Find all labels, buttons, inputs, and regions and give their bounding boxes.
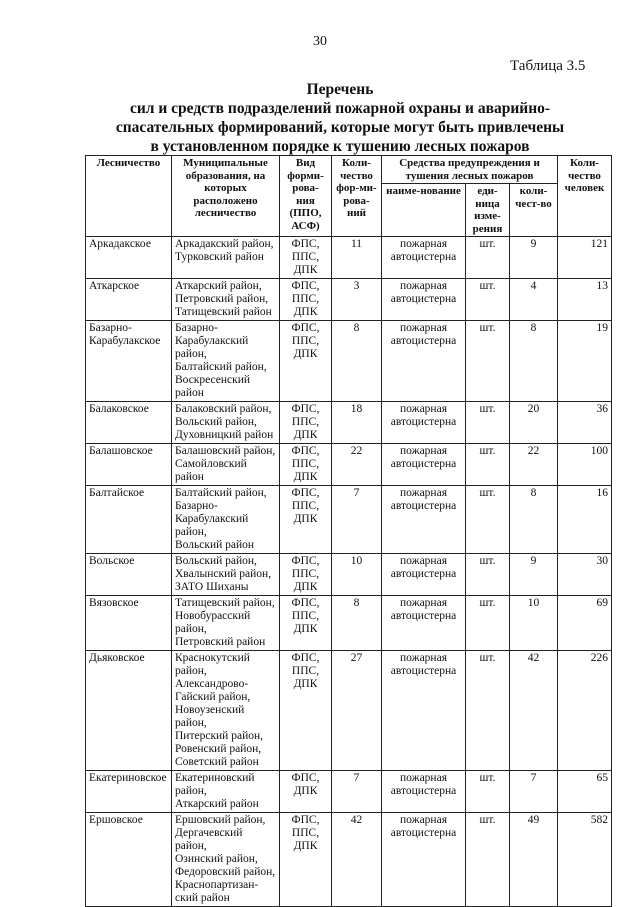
table-row xyxy=(86,321,612,402)
cell-equipment-name: пожарная автоцистерна xyxy=(382,279,466,321)
cell-municipal: Аткарский район, Петровский район, Татищевский район xyxy=(172,279,280,321)
cell-unit: шт. xyxy=(466,402,510,444)
cell-type: ФПС, ППС, ДПК xyxy=(280,813,332,907)
cell-people: 65 xyxy=(558,771,612,813)
table-row xyxy=(86,486,612,554)
title-line-1: Перечень xyxy=(306,81,374,98)
header-municipal: Муниципальные образования, на которых расположено лесничество xyxy=(172,156,280,237)
title-line-3: спасательных формирований, которые могут быть привлечены xyxy=(115,119,565,136)
cell-equipment-name: пожарная автоцистерна xyxy=(382,321,466,402)
cell-count: 7 xyxy=(332,486,382,554)
cell-forestry: Базарно-Карабулакское xyxy=(86,321,172,402)
cell-people: 19 xyxy=(558,321,612,402)
cell-quantity: 10 xyxy=(510,596,558,651)
table-row xyxy=(86,651,612,771)
header-means: Средства предупреждения и тушения лесных пожаров xyxy=(382,156,558,184)
cell-municipal: Вольский район, Хвалынский район, ЗАТО Шиханы xyxy=(172,554,280,596)
cell-quantity: 9 xyxy=(510,237,558,279)
cell-forestry: Дьяковское xyxy=(86,651,172,771)
cell-equipment-name: пожарная автоцистерна xyxy=(382,402,466,444)
cell-municipal: Екатериновский район, Аткарский район xyxy=(172,771,280,813)
cell-equipment-name: пожарная автоцистерна xyxy=(382,596,466,651)
cell-quantity: 4 xyxy=(510,279,558,321)
cell-quantity: 8 xyxy=(510,321,558,402)
cell-count: 3 xyxy=(332,279,382,321)
cell-quantity: 22 xyxy=(510,444,558,486)
cell-municipal: Базарно- Карабулакский район, Балтайский район, Воскресенский район xyxy=(172,321,280,402)
header-unit: еди-ница изме-рения xyxy=(466,184,510,237)
cell-quantity: 42 xyxy=(510,651,558,771)
cell-unit: шт. xyxy=(466,596,510,651)
cell-type: ФПС, ППС, ДПК xyxy=(280,554,332,596)
cell-quantity: 49 xyxy=(510,813,558,907)
table-row xyxy=(86,279,612,321)
cell-count: 22 xyxy=(332,444,382,486)
page-number: 30 xyxy=(313,34,327,49)
cell-municipal: Краснокутский район, Александрово- Гайский район, Новоузенский район, Питерский район, Ровенский район, Советский район xyxy=(172,651,280,771)
cell-unit: шт. xyxy=(466,813,510,907)
forces-table xyxy=(85,155,612,907)
cell-unit: шт. xyxy=(466,486,510,554)
cell-unit: шт. xyxy=(466,237,510,279)
cell-quantity: 9 xyxy=(510,554,558,596)
cell-municipal: Балаковский район, Вольский район, Духовницкий район xyxy=(172,402,280,444)
cell-people: 69 xyxy=(558,596,612,651)
table-row xyxy=(86,554,612,596)
document-title xyxy=(100,80,580,156)
cell-type: ФПС, ДПК xyxy=(280,771,332,813)
cell-municipal: Аркадакский район, Турковский район xyxy=(172,237,280,279)
cell-forestry: Екатериновское xyxy=(86,771,172,813)
cell-forestry: Балтайское xyxy=(86,486,172,554)
cell-quantity: 8 xyxy=(510,486,558,554)
cell-municipal: Балтайский район, Базарно- Карабулакский район, Вольский район xyxy=(172,486,280,554)
cell-people: 16 xyxy=(558,486,612,554)
cell-unit: шт. xyxy=(466,554,510,596)
cell-count: 8 xyxy=(332,596,382,651)
table-row xyxy=(86,771,612,813)
title-line-2: сил и средств подразделений пожарной охраны и аварийно- xyxy=(129,100,551,117)
cell-municipal: Татищевский район, Новобурасский район, Петровский район xyxy=(172,596,280,651)
cell-unit: шт. xyxy=(466,651,510,771)
cell-people: 30 xyxy=(558,554,612,596)
cell-equipment-name: пожарная автоцистерна xyxy=(382,554,466,596)
cell-forestry: Ершовское xyxy=(86,813,172,907)
cell-type: ФПС, ППС, ДПК xyxy=(280,596,332,651)
cell-people: 121 xyxy=(558,237,612,279)
cell-type: ФПС, ППС, ДПК xyxy=(280,444,332,486)
header-name: наиме-нование xyxy=(382,184,466,237)
title-line-4: в установленном порядке к тушению лесных пожаров xyxy=(150,138,530,155)
cell-equipment-name: пожарная автоцистерна xyxy=(382,486,466,554)
cell-count: 18 xyxy=(332,402,382,444)
cell-equipment-name: пожарная автоцистерна xyxy=(382,237,466,279)
table-row xyxy=(86,237,612,279)
cell-people: 226 xyxy=(558,651,612,771)
cell-forestry: Аткарское xyxy=(86,279,172,321)
cell-forestry: Вольское xyxy=(86,554,172,596)
cell-count: 11 xyxy=(332,237,382,279)
cell-equipment-name: пожарная автоцистерна xyxy=(382,444,466,486)
header-people: Коли-чество человек xyxy=(558,156,612,237)
table-row xyxy=(86,444,612,486)
cell-type: ФПС, ППС, ДПК xyxy=(280,237,332,279)
cell-unit: шт. xyxy=(466,444,510,486)
cell-count: 42 xyxy=(332,813,382,907)
cell-people: 13 xyxy=(558,279,612,321)
header-forestry: Лесничество xyxy=(86,156,172,237)
cell-people: 36 xyxy=(558,402,612,444)
cell-type: ФПС, ППС, ДПК xyxy=(280,321,332,402)
cell-count: 7 xyxy=(332,771,382,813)
header-type: Вид форми-рова-ния (ППО, АСФ) xyxy=(280,156,332,237)
cell-unit: шт. xyxy=(466,321,510,402)
cell-quantity: 7 xyxy=(510,771,558,813)
cell-count: 8 xyxy=(332,321,382,402)
cell-count: 27 xyxy=(332,651,382,771)
cell-municipal: Ершовский район, Дергачевский район, Озинский район, Федоровский район, Краснопартизан- ский район xyxy=(172,813,280,907)
cell-unit: шт. xyxy=(466,771,510,813)
cell-type: ФПС, ППС, ДПК xyxy=(280,651,332,771)
cell-people: 100 xyxy=(558,444,612,486)
cell-type: ФПС, ППС, ДПК xyxy=(280,279,332,321)
cell-equipment-name: пожарная автоцистерна xyxy=(382,771,466,813)
cell-municipal: Балашовский район, Самойловский район xyxy=(172,444,280,486)
table-label: Таблица 3.5 xyxy=(510,58,586,74)
cell-type: ФПС, ППС, ДПК xyxy=(280,486,332,554)
cell-people: 582 xyxy=(558,813,612,907)
cell-forestry: Балаковское xyxy=(86,402,172,444)
table-row xyxy=(86,813,612,907)
cell-forestry: Аркадакское xyxy=(86,237,172,279)
cell-type: ФПС, ППС, ДПК xyxy=(280,402,332,444)
cell-forestry: Вязовское xyxy=(86,596,172,651)
cell-forestry: Балашовское xyxy=(86,444,172,486)
header-qty: коли-чест-во xyxy=(510,184,558,237)
cell-unit: шт. xyxy=(466,279,510,321)
cell-quantity: 20 xyxy=(510,402,558,444)
table-row xyxy=(86,402,612,444)
table-row xyxy=(86,596,612,651)
cell-equipment-name: пожарная автоцистерна xyxy=(382,651,466,771)
header-count: Коли-чество фор-ми-рова-ний xyxy=(332,156,382,237)
cell-equipment-name: пожарная автоцистерна xyxy=(382,813,466,907)
cell-count: 10 xyxy=(332,554,382,596)
